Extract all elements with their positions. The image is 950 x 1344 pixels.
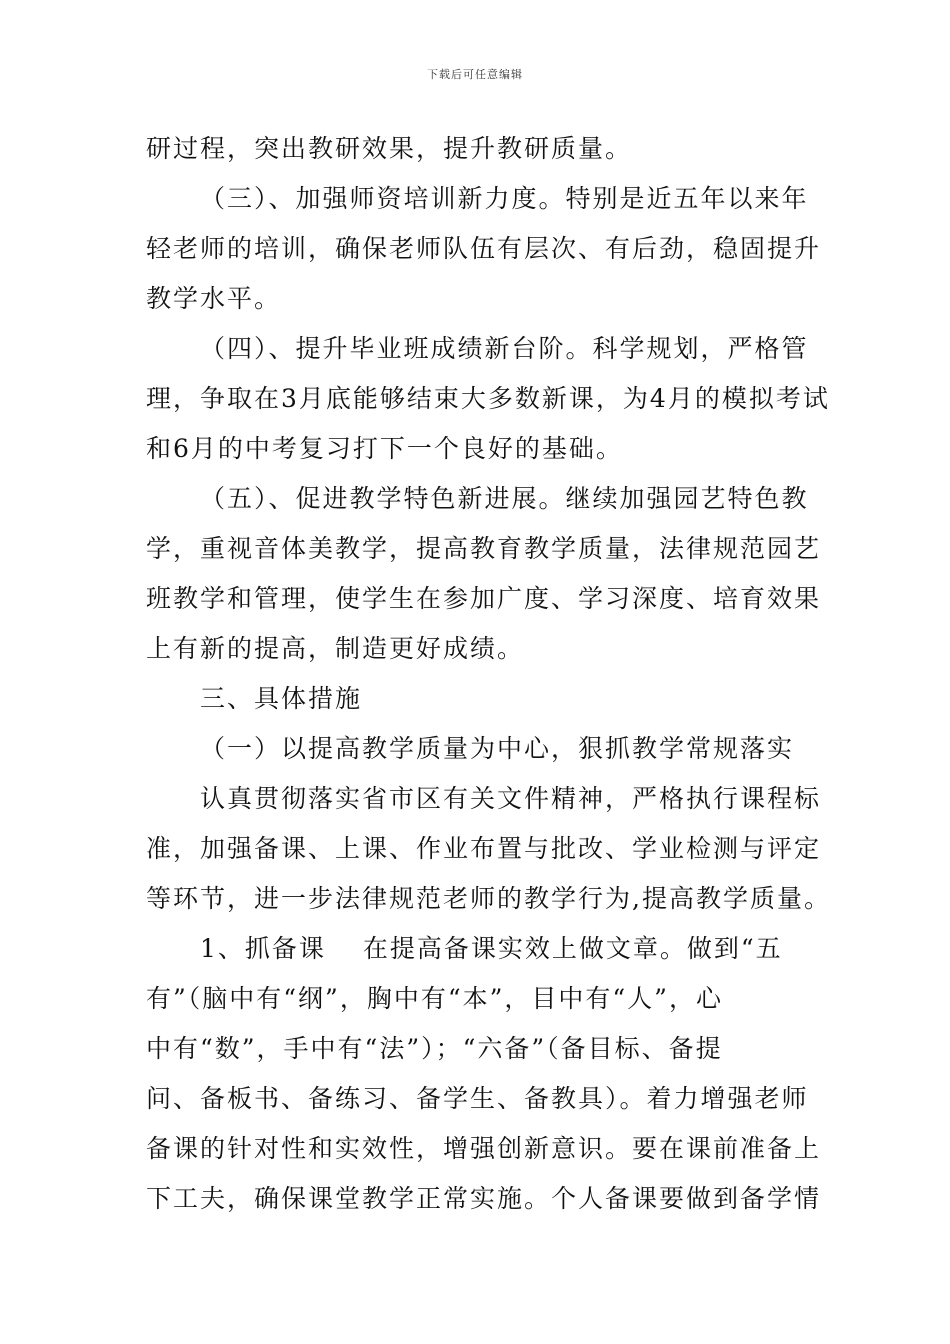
text-line: 学，重视音体美教学，提高教育教学质量，法律规范园艺 [146, 534, 822, 563]
text-line: 中有“数”，手中有“法”）；“六备”（备目标、备提 [146, 1034, 723, 1063]
text-line: 准，加强备课、上课、作业布置与批改、学业检测与评定 [146, 834, 822, 863]
text-line: 有”（脑中有“纲”，胸中有“本”，目中有“人”，心 [146, 984, 723, 1013]
text-line: 理，争取在3月底能够结束大多数新课，为4月的模拟考试 [146, 384, 830, 413]
text-line: 认真贯彻落实省市区有关文件精神，严格执行课程标 [200, 784, 822, 813]
text-line: 备课的针对性和实效性，增强创新意识。要在课前准备上 [146, 1134, 822, 1163]
text-line: （五）、促进教学特色新进展。继续加强园艺特色教 [200, 484, 809, 513]
text-line: 和6月的中考复习打下一个良好的基础。 [146, 434, 623, 463]
page-header: 下载后可任意编辑 [427, 68, 523, 81]
text-line: 1、抓备课 在提高备课实效上做文章。做到“五 [200, 934, 783, 963]
text-line: 教学水平。 [146, 284, 282, 313]
text-line: （三）、加强师资培训新力度。特别是近五年以来年 [200, 184, 809, 213]
text-line: 问、备板书、备练习、备学生、备教具）。着力增强老师 [146, 1084, 809, 1113]
text-line: 下工夫，确保课堂教学正常实施。个人备课要做到备学情 [146, 1184, 822, 1213]
section-heading: 三、具体措施 [200, 684, 363, 713]
document-body [146, 124, 831, 1224]
subsection-heading: （一）以提高教学质量为中心，狠抓教学常规落实 [200, 734, 795, 763]
text-line: 等环节，进一步法律规范老师的教学行为,提高教学质量。 [146, 884, 831, 913]
text-line: （四）、提升毕业班成绩新台阶。科学规划，严格管 [200, 334, 809, 363]
text-line: 轻老师的培训，确保老师队伍有层次、有后劲，稳固提升 [146, 234, 822, 263]
text-line: 班教学和管理，使学生在参加广度、学习深度、培育效果 [146, 584, 822, 613]
text-line: 上有新的提高，制造更好成绩。 [146, 634, 525, 663]
text-line: 研过程，突出教研效果，提升教研质量。 [146, 134, 633, 163]
